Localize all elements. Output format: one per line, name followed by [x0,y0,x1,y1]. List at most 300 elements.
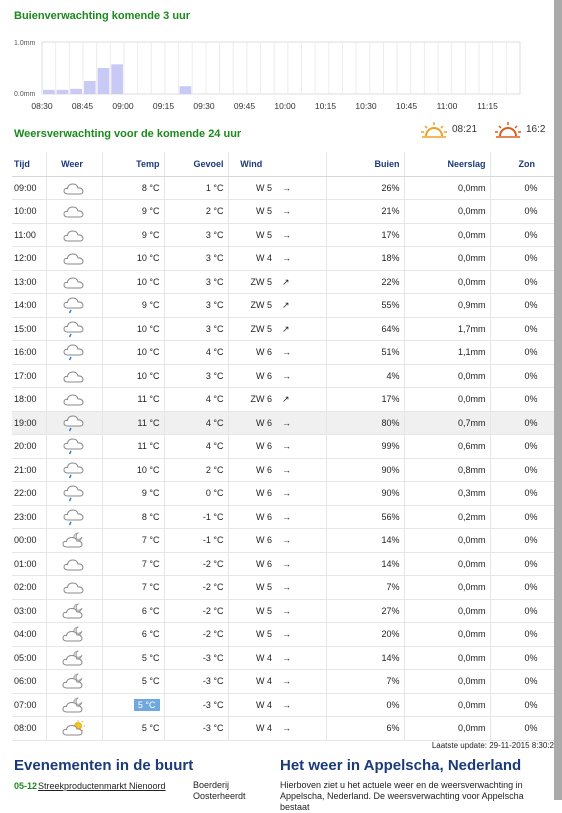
event-link[interactable]: Streekproductenmarkt Nienoord [38,781,166,791]
row-gevoel: 2 °C [164,200,228,224]
wind-arrow-icon: → [278,341,326,365]
row-time: 21:00 [12,458,46,482]
row-gevoel: -3 °C [164,670,228,694]
rain-x-tick-label: 10:45 [395,101,418,111]
forecast-row [12,576,556,600]
row-temp [102,599,164,623]
row-time: 02:00 [12,576,46,600]
col-header-time: Tijd [12,152,46,176]
row-time: 15:00 [12,317,46,341]
forecast-row [12,693,556,717]
wind-arrow-icon: ↗ [278,270,326,294]
cloud-icon [46,247,102,271]
row-neerslag: 0,0mm [404,388,490,412]
forecast-row [12,458,556,482]
row-temp [102,270,164,294]
row-zon: 0% [490,411,556,435]
row-zon: 0% [490,270,556,294]
row-zon: 0% [490,341,556,365]
rain-x-tick-label: 10:30 [355,101,377,111]
scrollbar[interactable] [554,0,562,800]
row-temp [102,364,164,388]
row-buien: 26% [326,176,404,200]
forecast-row [12,294,556,318]
row-wind: W 6 [228,458,278,482]
forecast-row [12,623,556,647]
row-neerslag: 0,0mm [404,717,490,741]
row-time: 01:00 [12,552,46,576]
row-gevoel: 3 °C [164,317,228,341]
night-cloud-icon [46,670,102,694]
row-wind: W 5 [228,623,278,647]
forecast-row [12,646,556,670]
row-time: 10:00 [12,200,46,224]
wind-arrow-icon: ↗ [278,388,326,412]
row-time: 11:00 [12,223,46,247]
row-temp [102,693,164,717]
row-buien: 90% [326,482,404,506]
wind-arrow-icon: → [278,458,326,482]
row-wind: W 6 [228,364,278,388]
row-time: 08:00 [12,717,46,741]
col-header-wind-dir [278,152,326,176]
row-wind: W 4 [228,693,278,717]
row-wind: W 4 [228,646,278,670]
row-temp-value: 5 °C [141,676,160,687]
forecast-row [12,552,556,576]
row-temp [102,247,164,271]
row-buien: 56% [326,505,404,529]
row-neerslag: 0,9mm [404,294,490,318]
row-temp [102,576,164,600]
row-temp-value: 10 °C [136,323,160,334]
cloud-icon [46,223,102,247]
row-neerslag: 0,3mm [404,482,490,506]
rain-bar [98,68,110,94]
row-neerslag: 0,0mm [404,693,490,717]
night-cloud-icon [46,623,102,647]
row-temp-value: 10 °C [136,276,160,287]
about-text: Hierboven ziet u het actuele weer en de weersverwachting in Appelscha, Nederland. De weersverwachting voor Appelscha bestaat [280,780,524,812]
row-zon: 0% [490,482,556,506]
forecast-row [12,717,556,741]
row-wind: ZW 5 [228,270,278,294]
rain-cloud-icon [46,411,102,435]
rain-x-tick-label: 09:45 [233,101,256,111]
row-buien: 7% [326,576,404,600]
rain-cloud-icon [46,341,102,365]
row-time: 00:00 [12,529,46,553]
wind-arrow-icon: → [278,200,326,224]
row-buien: 27% [326,599,404,623]
cloud-icon [46,270,102,294]
row-gevoel: -2 °C [164,599,228,623]
row-gevoel: -1 °C [164,505,228,529]
row-gevoel: 4 °C [164,388,228,412]
row-temp-value: 5 °C [141,652,160,663]
row-wind: W 5 [228,176,278,200]
row-temp [102,482,164,506]
row-gevoel: -3 °C [164,646,228,670]
row-wind: W 6 [228,552,278,576]
event-date: 05-12 [14,781,38,791]
row-neerslag: 0,7mm [404,411,490,435]
row-gevoel: 3 °C [164,270,228,294]
wind-arrow-icon: → [278,576,326,600]
row-time: 22:00 [12,482,46,506]
row-temp-value: 10 °C [136,347,160,358]
wind-arrow-icon: ↗ [278,294,326,318]
wind-arrow-icon: → [278,247,326,271]
row-buien: 17% [326,223,404,247]
rain-x-tick-label: 11:00 [436,101,458,111]
row-gevoel: -2 °C [164,623,228,647]
forecast-row [12,364,556,388]
forecast-row [12,341,556,365]
row-buien: 0% [326,693,404,717]
forecast-table [12,152,556,741]
row-gevoel: 4 °C [164,341,228,365]
forecast-row [12,317,556,341]
cloud-icon [46,552,102,576]
row-time: 04:00 [12,623,46,647]
row-temp [102,458,164,482]
row-temp-value: 9 °C [141,300,160,311]
row-neerslag: 0,0mm [404,670,490,694]
forecast-row [12,599,556,623]
row-zon: 0% [490,458,556,482]
row-neerslag: 0,0mm [404,200,490,224]
events-title: Evenementen in de buurt [14,757,194,774]
rain-y-bottom-label: 0.0mm [14,91,36,98]
forecast-row [12,200,556,224]
row-zon: 0% [490,552,556,576]
row-zon: 0% [490,576,556,600]
row-neerslag: 1,7mm [404,317,490,341]
sunrise-icon [420,120,448,138]
rain-x-tick-label: 09:00 [112,101,134,111]
row-time: 19:00 [12,411,46,435]
row-temp [102,341,164,365]
row-neerslag: 0,0mm [404,364,490,388]
col-header-zon: Zon [490,152,556,176]
row-neerslag: 1,1mm [404,341,490,365]
wind-arrow-icon: → [278,223,326,247]
forecast-row [12,411,556,435]
row-gevoel: 2 °C [164,458,228,482]
row-temp [102,505,164,529]
rain-x-tick-label: 08:30 [31,101,53,111]
wind-arrow-icon: → [278,176,326,200]
row-zon: 0% [490,176,556,200]
row-temp-value: 8 °C [141,511,160,522]
row-time: 12:00 [12,247,46,271]
row-zon: 0% [490,646,556,670]
wind-arrow-icon: → [278,552,326,576]
night-cloud-icon [46,529,102,553]
row-temp-value: 10 °C [136,464,160,475]
night-cloud-icon [46,693,102,717]
row-wind: W 6 [228,341,278,365]
row-temp-value: 6 °C [141,629,160,640]
row-temp-value: 10 °C [136,370,160,381]
row-buien: 7% [326,670,404,694]
row-gevoel: -2 °C [164,576,228,600]
row-zon: 0% [490,693,556,717]
wind-arrow-icon: → [278,482,326,506]
forecast-row [12,247,556,271]
row-temp-value: 11 °C [137,394,160,405]
row-wind: W 4 [228,717,278,741]
rain-bar [84,81,96,94]
wind-arrow-icon: → [278,505,326,529]
row-temp [102,223,164,247]
row-gevoel: 4 °C [164,411,228,435]
row-temp-value: 9 °C [141,229,160,240]
row-time: 20:00 [12,435,46,459]
row-wind: W 6 [228,482,278,506]
row-zon: 0% [490,317,556,341]
row-buien: 99% [326,435,404,459]
rain-bar [111,64,123,94]
forecast-row [12,505,556,529]
sunset-icon [494,120,522,138]
wind-arrow-icon: → [278,646,326,670]
row-wind: ZW 5 [228,317,278,341]
row-temp-value: 10 °C [136,253,160,264]
row-gevoel: -2 °C [164,552,228,576]
row-temp [102,388,164,412]
row-neerslag: 0,0mm [404,623,490,647]
row-time: 09:00 [12,176,46,200]
row-temp-value: 6 °C [141,605,160,616]
row-gevoel: 0 °C [164,482,228,506]
row-zon: 0% [490,247,556,271]
event-location: Boerderij Oosterheerdt [193,780,246,801]
row-gevoel: -3 °C [164,693,228,717]
wind-arrow-icon: ↗ [278,317,326,341]
row-wind: W 6 [228,505,278,529]
row-buien: 51% [326,341,404,365]
row-wind: W 4 [228,247,278,271]
row-temp-value: 9 °C [141,488,160,499]
forecast-row [12,670,556,694]
row-temp [102,552,164,576]
sun-cloud-icon [46,717,102,741]
row-temp [102,623,164,647]
row-wind: W 5 [228,599,278,623]
row-zon: 0% [490,529,556,553]
row-zon: 0% [490,623,556,647]
row-temp-value: 9 °C [141,206,160,217]
forecast-row [12,176,556,200]
row-wind: W 6 [228,529,278,553]
row-neerslag: 0,0mm [404,270,490,294]
forecast-row [12,529,556,553]
row-buien: 14% [326,646,404,670]
row-zon: 0% [490,599,556,623]
cloud-icon [46,388,102,412]
row-temp [102,529,164,553]
rain-x-tick-label: 10:15 [314,101,337,111]
wind-arrow-icon: → [278,623,326,647]
col-header-weer: Weer [46,152,102,176]
row-time: 23:00 [12,505,46,529]
sunset-time: 16:2 [526,123,546,135]
row-zon: 0% [490,435,556,459]
row-buien: 90% [326,458,404,482]
cloud-icon [46,364,102,388]
row-wind: W 6 [228,411,278,435]
col-header-gevoel: Gevoel [164,152,228,176]
rain-x-tick-label: 11:15 [477,101,498,111]
rain-y-top-label: 1.0mm [14,40,36,47]
rain-cloud-icon [46,482,102,506]
row-neerslag: 0,0mm [404,599,490,623]
row-neerslag: 0,0mm [404,176,490,200]
row-temp-value: 5 °C [134,699,160,711]
rain-bar [70,89,82,94]
row-zon: 0% [490,717,556,741]
row-temp-value: 7 °C [141,535,160,546]
row-temp [102,646,164,670]
row-gevoel: 3 °C [164,364,228,388]
wind-arrow-icon: → [278,435,326,459]
row-zon: 0% [490,505,556,529]
row-temp [102,176,164,200]
row-buien: 18% [326,247,404,271]
row-time: 05:00 [12,646,46,670]
row-neerslag: 0,0mm [404,646,490,670]
col-header-temp: Temp [102,152,164,176]
about-title: Het weer in Appelscha, Nederland [280,757,522,774]
wind-arrow-icon: → [278,717,326,741]
rain-cloud-icon [46,317,102,341]
row-zon: 0% [490,200,556,224]
row-wind: W 5 [228,223,278,247]
row-gevoel: 1 °C [164,176,228,200]
row-time: 14:00 [12,294,46,318]
row-temp [102,317,164,341]
sunrise-time: 08:21 [452,123,478,135]
row-neerslag: 0,6mm [404,435,490,459]
rain-bar [57,90,69,94]
row-zon: 0% [490,364,556,388]
row-neerslag: 0,2mm [404,505,490,529]
forecast-row [12,270,556,294]
row-temp [102,717,164,741]
row-temp-value: 7 °C [141,582,160,593]
sunrise-info [420,120,477,138]
row-zon: 0% [490,294,556,318]
sunset-info [494,120,545,138]
rain-cloud-icon [46,435,102,459]
rain-x-tick-label: 10:00 [274,101,296,111]
row-temp [102,294,164,318]
row-buien: 6% [326,717,404,741]
rain-x-tick-label: 09:15 [152,101,175,111]
row-wind: ZW 5 [228,294,278,318]
row-gevoel: -1 °C [164,529,228,553]
cloud-icon [46,176,102,200]
row-zon: 0% [490,223,556,247]
row-buien: 22% [326,270,404,294]
rain-forecast-title: Buienverwachting komende 3 uur [14,10,191,22]
forecast-title: Weersverwachting voor de komende 24 uur [14,128,242,140]
row-temp [102,200,164,224]
wind-arrow-icon: → [278,599,326,623]
row-temp [102,670,164,694]
row-time: 03:00 [12,599,46,623]
row-time: 18:00 [12,388,46,412]
row-buien: 80% [326,411,404,435]
row-neerslag: 0,0mm [404,223,490,247]
forecast-header-row [12,152,556,176]
night-cloud-icon [46,599,102,623]
forecast-row [12,482,556,506]
rain-x-tick-label: 09:30 [193,101,215,111]
row-buien: 55% [326,294,404,318]
wind-arrow-icon: → [278,411,326,435]
forecast-row [12,388,556,412]
row-temp-value: 8 °C [141,182,160,193]
row-gevoel: 3 °C [164,223,228,247]
wind-arrow-icon: → [278,529,326,553]
last-update: Laatste update: 29-11-2015 8:30:2 [431,741,554,750]
row-buien: 14% [326,529,404,553]
night-cloud-icon [46,646,102,670]
wind-arrow-icon: → [278,364,326,388]
row-wind: W 4 [228,670,278,694]
row-neerslag: 0,0mm [404,576,490,600]
row-temp-value: 7 °C [141,558,160,569]
row-wind: W 6 [228,435,278,459]
row-time: 17:00 [12,364,46,388]
row-wind: W 5 [228,200,278,224]
col-header-wind: Wind [228,152,278,176]
row-time: 06:00 [12,670,46,694]
row-time: 13:00 [12,270,46,294]
row-temp [102,435,164,459]
wind-arrow-icon: → [278,693,326,717]
forecast-row [12,223,556,247]
rain-x-tick-label: 08:45 [71,101,94,111]
cloud-icon [46,200,102,224]
rain-cloud-icon [46,458,102,482]
row-temp [102,411,164,435]
row-neerslag: 0,0mm [404,247,490,271]
row-gevoel: -3 °C [164,717,228,741]
rain-bar [43,90,55,94]
rain-cloud-icon [46,505,102,529]
row-wind: ZW 6 [228,388,278,412]
row-neerslag: 0,0mm [404,529,490,553]
col-header-buien: Buien [326,152,404,176]
row-temp-value: 11 °C [137,417,160,428]
rain-chart [12,38,524,114]
row-time: 16:00 [12,341,46,365]
row-zon: 0% [490,670,556,694]
row-gevoel: 3 °C [164,247,228,271]
row-temp-value: 5 °C [141,723,160,734]
row-buien: 17% [326,388,404,412]
row-buien: 4% [326,364,404,388]
rain-bar [180,86,192,94]
forecast-row [12,435,556,459]
row-buien: 21% [326,200,404,224]
row-neerslag: 0,8mm [404,458,490,482]
row-buien: 20% [326,623,404,647]
